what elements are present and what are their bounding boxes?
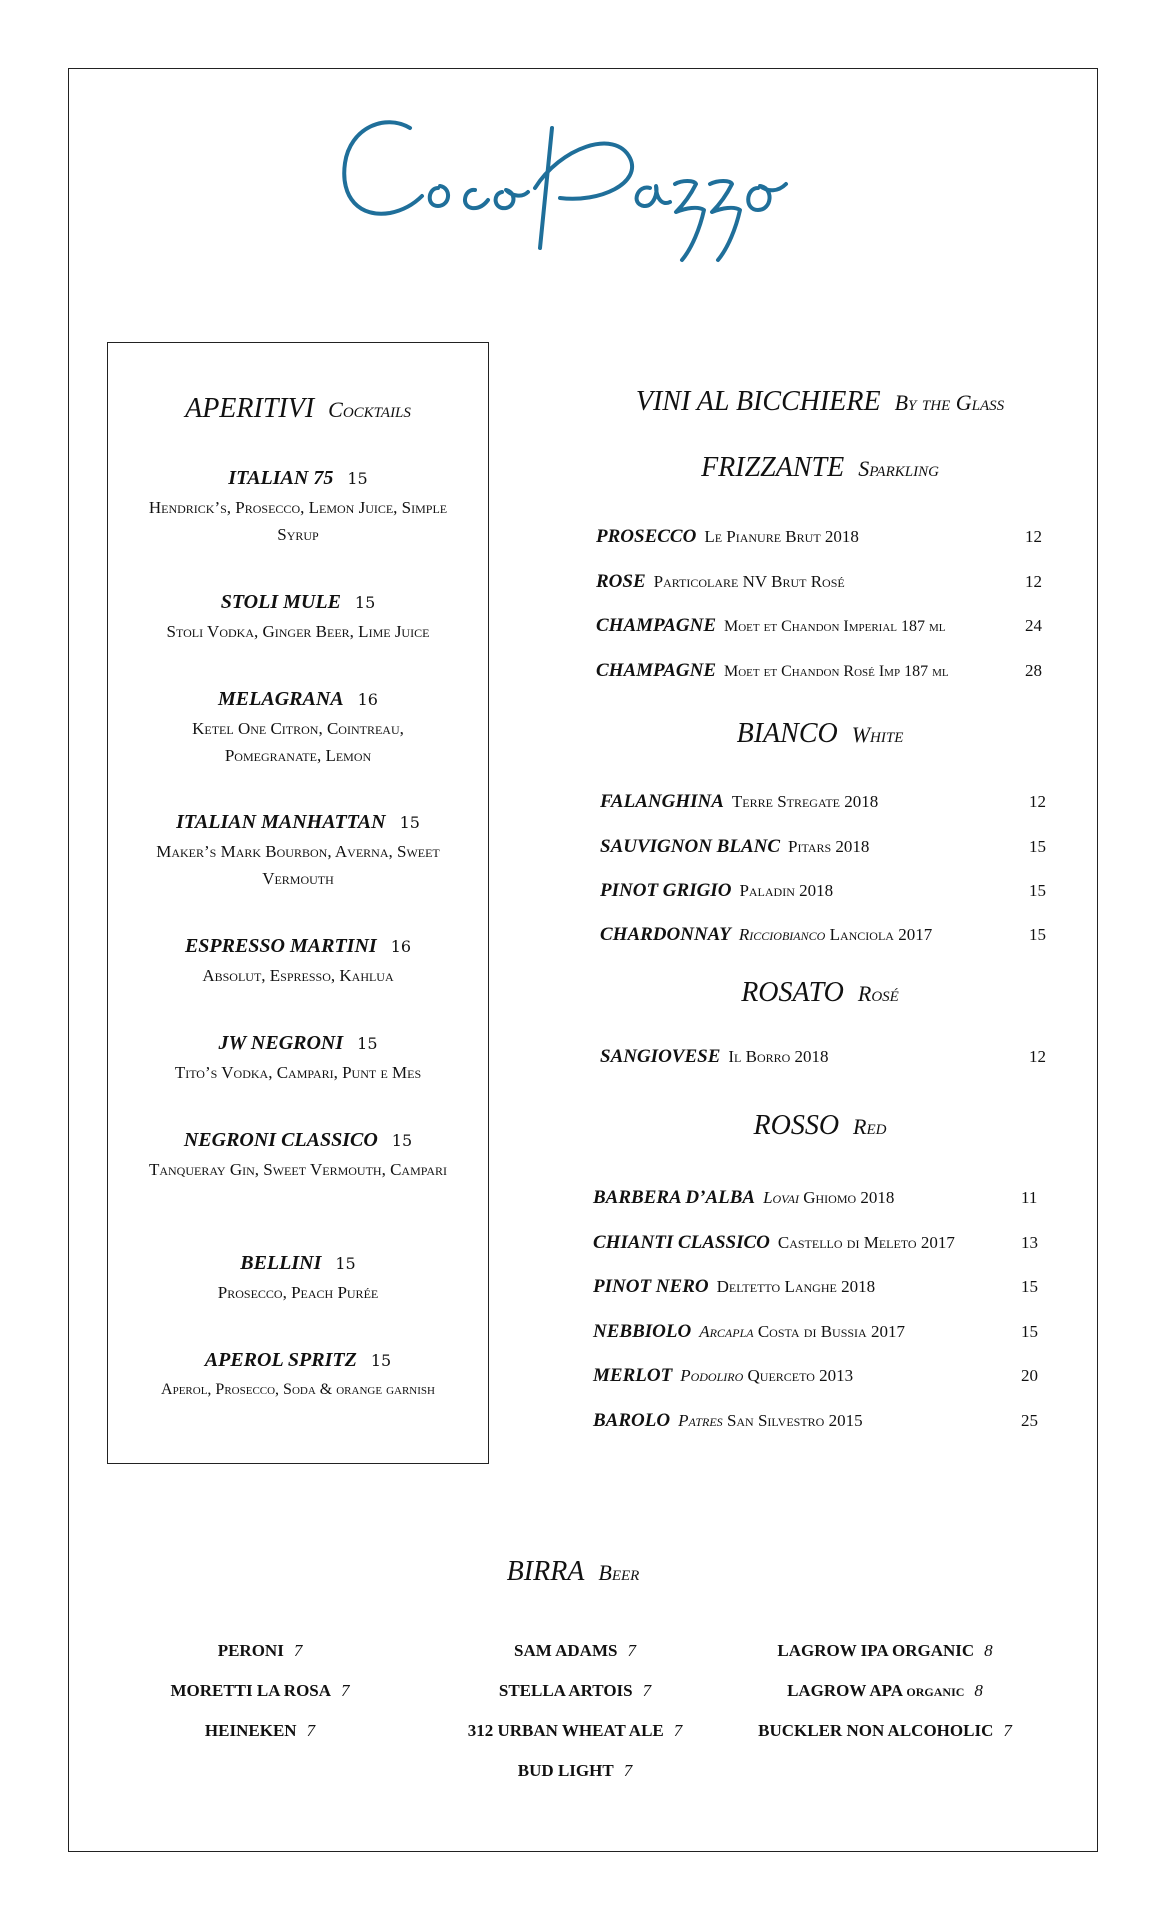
rosato-heading [600, 977, 1040, 1009]
cocktail-desc: Stoli Vodka, Ginger Beer, Lime Juice [166, 622, 430, 641]
beer-item [130, 1681, 390, 1701]
aperitivi-section [107, 342, 489, 1464]
beer-name: HEINEKEN [204, 1721, 297, 1740]
wine-price: 11 [1021, 1188, 1038, 1207]
wine-desc: Le Pianure Brut 2018 [704, 527, 859, 546]
wine-price: 15 [1029, 837, 1046, 856]
wine-price: 20 [1021, 1366, 1038, 1385]
vini-heading [600, 386, 1040, 418]
cocktail-price: 15 [357, 1034, 378, 1053]
wine-price: 15 [1029, 881, 1046, 900]
wine-row [593, 1232, 955, 1254]
birra-heading [353, 1556, 793, 1588]
cocktail-name: ITALIAN 75 [228, 467, 334, 489]
wine-row [596, 571, 845, 593]
wine-row [600, 1046, 829, 1068]
frizzante-heading [600, 452, 1040, 484]
cocktail-item [108, 1032, 488, 1086]
bianco-subtitle: White [851, 722, 904, 747]
bianco-heading [600, 718, 1040, 750]
wine-desc: Castello di Meleto 2017 [777, 1233, 955, 1252]
beer-item [430, 1721, 720, 1741]
beer-item [745, 1641, 1025, 1661]
wine-desc: Costa di Bussia 2017 [757, 1322, 905, 1341]
wine-row [596, 660, 949, 682]
bianco-title: BIANCO [736, 718, 838, 749]
wine-desc-italic: Lovai [763, 1188, 799, 1207]
beer-price: 7 [306, 1721, 316, 1740]
cocktail-desc: Aperol, Prosecco, Soda & orange garnish [161, 1381, 435, 1398]
wine-desc: Deltetto Langhe 2018 [716, 1277, 876, 1296]
cocktail-desc: Tanqueray Gin, Sweet Vermouth, Campari [148, 1160, 448, 1179]
beer-price: 7 [627, 1641, 636, 1660]
cocktail-desc: Maker’s Mark Bourbon, Averna, Sweet Vermouth [156, 842, 440, 888]
cocktail-desc: Hendrick’s, Prosecco, Lemon Juice, Simple Syrup [148, 498, 448, 544]
wine-row [596, 526, 859, 548]
cocktail-item [108, 1252, 488, 1306]
beer-name: 312 URBAN WHEAT ALE [467, 1721, 664, 1740]
beer-price: 7 [623, 1761, 633, 1780]
beer-extra: ORGANIC [891, 1641, 975, 1660]
rosato-subtitle: Rosé [857, 981, 899, 1006]
cocktail-name: NEGRONI CLASSICO [183, 1129, 378, 1151]
birra-subtitle: Beer [598, 1560, 640, 1585]
wine-type: CHAMPAGNE [596, 660, 717, 681]
beer-price: 7 [341, 1681, 350, 1700]
beer-extra: organic [906, 1681, 965, 1700]
beer-item [440, 1681, 710, 1701]
wine-price: 12 [1029, 792, 1046, 811]
cocktail-name: BELLINI [240, 1252, 322, 1274]
wine-type: PROSECCO [596, 526, 697, 547]
beer-item [440, 1761, 710, 1781]
wine-price: 25 [1021, 1411, 1038, 1430]
cocktail-price: 16 [357, 690, 378, 709]
wine-price: 13 [1021, 1233, 1038, 1252]
wine-type: SAUVIGNON BLANC [600, 836, 781, 857]
rosso-subtitle: Red [853, 1114, 887, 1139]
frizzante-title: FRIZZANTE [701, 452, 845, 483]
beer-item [140, 1641, 380, 1661]
beer-price: 8 [984, 1641, 993, 1660]
cocktail-item [108, 811, 488, 892]
wine-price: 12 [1029, 1047, 1046, 1066]
rosso-title: ROSSO [753, 1110, 840, 1141]
cocktail-price: 15 [347, 469, 368, 488]
cocktail-item [108, 1349, 488, 1403]
cocktail-name: ESPRESSO MARTINI [184, 935, 377, 957]
wine-type: PINOT NERO [593, 1276, 709, 1297]
beer-name: PERONI [217, 1641, 284, 1660]
beer-price: 7 [1003, 1721, 1012, 1740]
wine-price: 15 [1021, 1322, 1038, 1341]
aperitivi-subtitle: Cocktails [328, 397, 411, 422]
wine-price: 12 [1025, 572, 1042, 591]
rosso-heading [600, 1110, 1040, 1142]
wine-row [600, 836, 869, 858]
beer-price: 8 [974, 1681, 983, 1700]
wine-desc: Moet et Chandon Rosé Imp 187 ml [724, 663, 949, 680]
wine-row [600, 880, 833, 902]
beer-name: BUD LIGHT [517, 1761, 614, 1780]
wine-desc-italic: Arcapla [699, 1322, 754, 1341]
beer-item [140, 1721, 380, 1741]
wine-row [600, 924, 932, 946]
beer-item [745, 1681, 1025, 1701]
wine-desc: San Silvestro 2015 [726, 1411, 863, 1430]
cocktail-desc: Tito’s Vodka, Campari, Punt e Mes [174, 1063, 422, 1082]
wine-type: NEBBIOLO [593, 1321, 692, 1342]
wine-desc: Querceto 2013 [747, 1366, 854, 1385]
cocktail-desc: Absolut, Espresso, Kahlua [202, 966, 394, 985]
wine-desc: Ghiomo 2018 [803, 1188, 895, 1207]
wine-type: FALANGHINA [600, 791, 724, 812]
wine-row [593, 1276, 875, 1298]
beer-price: 7 [673, 1721, 683, 1740]
coco-pazzo-logo [330, 88, 850, 288]
wine-row [596, 615, 946, 637]
beer-name: SAM ADAMS [514, 1641, 618, 1660]
cocktail-price: 15 [399, 813, 420, 832]
vini-title: VINI AL BICCHIERE [635, 386, 881, 417]
wine-desc-italic: Ricciobianco [738, 925, 826, 944]
beer-price: 7 [293, 1641, 303, 1660]
wine-price: 12 [1025, 527, 1042, 546]
beer-item [440, 1641, 710, 1661]
wine-desc-italic: Patres [678, 1411, 723, 1430]
wine-price: 28 [1025, 661, 1042, 680]
beer-name: LAGROW IPA [777, 1641, 888, 1660]
wine-desc: Terre Stregate 2018 [731, 792, 879, 811]
beer-name: LAGROW APA [787, 1681, 903, 1700]
wine-price: 24 [1025, 616, 1042, 635]
cocktail-item [108, 591, 488, 645]
cocktail-item [108, 467, 488, 548]
cocktail-price: 16 [390, 937, 412, 956]
wine-desc: Paladin 2018 [739, 881, 834, 900]
aperitivi-title: APERITIVI [185, 393, 315, 424]
cocktail-name: JW NEGRONI [218, 1032, 344, 1054]
cocktail-item [108, 935, 488, 989]
cocktail-desc: Prosecco, Peach Purée [217, 1283, 379, 1302]
wine-price: 15 [1029, 925, 1046, 944]
cocktail-price: 15 [335, 1254, 356, 1273]
wine-type: CHAMPAGNE [596, 615, 717, 636]
beer-name: MORETTI LA ROSA [170, 1681, 332, 1700]
cocktail-name: MELAGRANA [218, 688, 344, 710]
cocktail-item [108, 1129, 488, 1183]
wine-type: ROSE [596, 571, 646, 592]
beer-price: 7 [642, 1681, 652, 1700]
wine-price: 15 [1021, 1277, 1038, 1296]
cocktail-price: 15 [391, 1131, 413, 1150]
cocktail-name: STOLI MULE [220, 591, 341, 613]
aperitivi-heading [108, 393, 488, 425]
wine-type: BAROLO [593, 1410, 671, 1431]
wine-desc: Il Borro 2018 [728, 1047, 829, 1066]
beer-name: BUCKLER NON ALCOHOLIC [758, 1721, 994, 1740]
wine-type: BARBERA D’ALBA [593, 1187, 756, 1208]
cocktail-name: APEROL SPRITZ [204, 1349, 357, 1371]
cocktail-desc: Ketel One Citron, Cointreau, Pomegranate, Lemon [192, 719, 404, 765]
wine-row [593, 1187, 894, 1209]
wine-type: MERLOT [593, 1365, 673, 1386]
vini-subtitle: By the Glass [894, 390, 1005, 415]
wine-desc: Lanciola 2017 [829, 925, 933, 944]
wine-type: CHARDONNAY [600, 924, 731, 945]
beer-item [745, 1721, 1025, 1741]
wine-type: SANGIOVESE [600, 1046, 721, 1067]
cocktail-price: 15 [354, 593, 376, 612]
beer-name: STELLA ARTOIS [498, 1681, 633, 1700]
cocktail-name: ITALIAN MANHATTAN [176, 811, 386, 833]
wine-row [593, 1410, 863, 1432]
wine-desc: Particolare NV Brut Rosé [653, 572, 845, 591]
cocktail-item [108, 688, 488, 769]
cocktail-price: 15 [370, 1351, 392, 1370]
wine-desc: Moet et Chandon Imperial 187 ml [724, 618, 946, 635]
wine-row [600, 791, 878, 813]
wine-row [593, 1365, 853, 1387]
wine-type: PINOT GRIGIO [600, 880, 732, 901]
birra-title: BIRRA [506, 1556, 585, 1587]
wine-desc: Pitars 2018 [788, 837, 870, 856]
wine-desc-italic: Podoliro [680, 1366, 744, 1385]
frizzante-subtitle: Sparkling [858, 456, 939, 481]
wine-row [593, 1321, 905, 1343]
rosato-title: ROSATO [741, 977, 844, 1008]
wine-type: CHIANTI CLASSICO [593, 1232, 770, 1253]
